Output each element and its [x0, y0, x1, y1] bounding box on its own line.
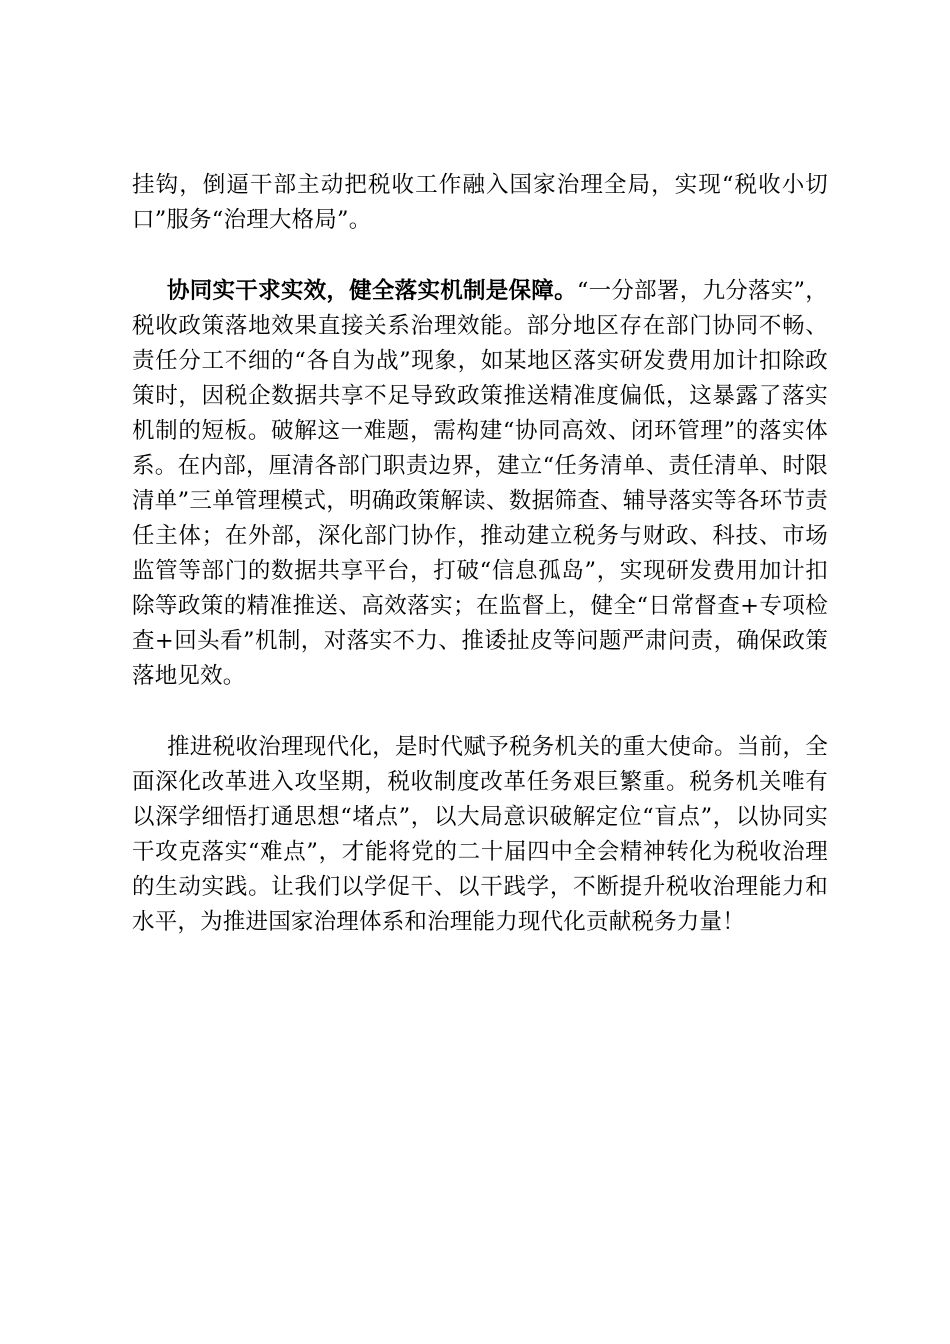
paragraph-text: 推进税收治理现代化，是时代赋予税务机关的重大使命。当前，全面深化改革进入攻坚期，税收制度改革任务艰巨繁重。税务机关唯有以深学细悟打通思想“堵点”，以大局意识破解定位“盲点”，以协同实干攻克落实“难点”，才能将党的二十届四中全会精神转化为税收治理的生动实践。让我们以学促干、以干践学，不断提升税收治理能力和水平，为推进国家治理体系和治理能力现代化贡献税务力量！	[132, 734, 828, 935]
paragraph-coordination	[132, 274, 828, 694]
document-body	[132, 168, 828, 940]
paragraph-conclusion	[132, 730, 828, 940]
paragraph-lead-heading: 协同实干求实效，健全落实机制是保障。	[167, 278, 577, 304]
paragraph-continuation	[132, 168, 828, 238]
paragraph-text: “一分部署，九分落实”，税收政策落地效果直接关系治理效能。部分地区存在部门协同不畅、责任分工不细的“各自为战”现象，如某地区落实研发费用加计扣除政策时，因税企数据共享不足导致政策推送精准度偏低，这暴露了落实机制的短板。破解这一难题，需构建“协同高效、闭环管理”的落实体系。在内部，厘清各部门职责边界，建立“任务清单、责任清单、时限清单”三单管理模式，明确政策解读、数据筛查、辅导落实等各环节责任主体；在外部，深化部门协作，推动建立税务与财政、科技、市场监管等部门的数据共享平台，打破“信息孤岛”，实现研发费用加计扣除等政策的精准推送、高效落实；在监督上，健全“日常督查+专项检查+回头看”机制，对落实不力、推诿扯皮等问题严肃问责，确保政策落地见效。	[132, 278, 829, 689]
paragraph-text: 挂钩，倒逼干部主动把税收工作融入国家治理全局，实现“税收小切口”服务“治理大格局”。	[132, 172, 828, 233]
